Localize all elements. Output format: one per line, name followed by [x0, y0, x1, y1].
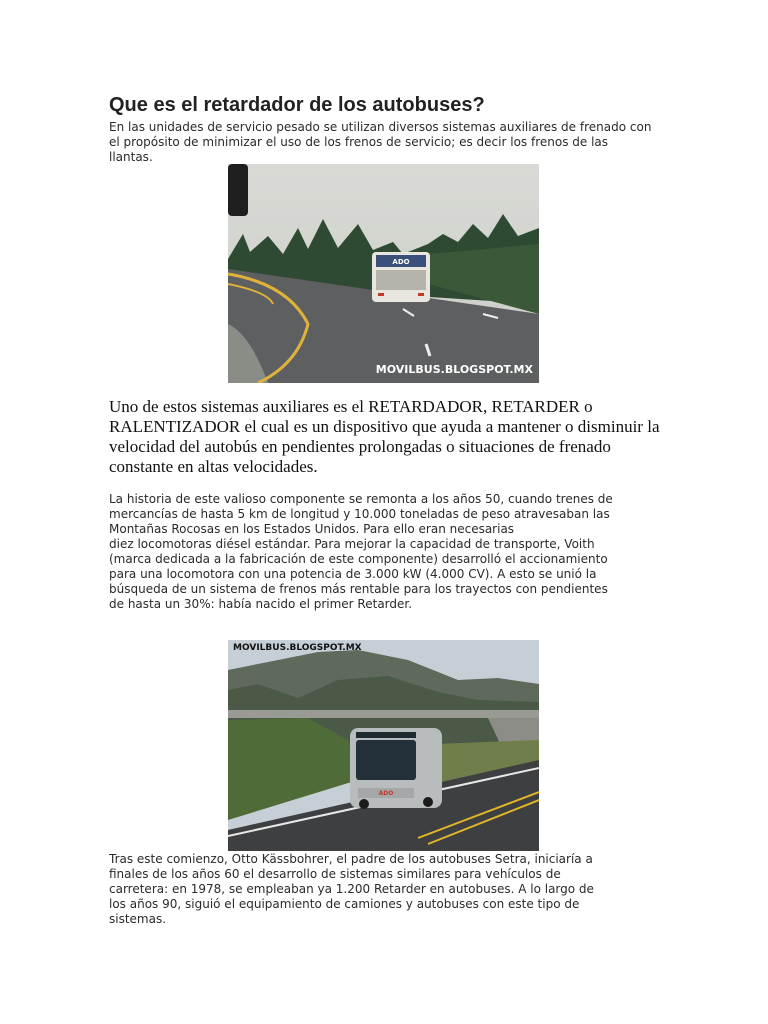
bus-illustration-1 — [372, 252, 430, 302]
history-line: diez locomotoras diésel estándar. Para mejorar la capacidad de transporte, Voith — [109, 537, 595, 551]
definition-paragraph: Uno de estos sistemas auxiliares es el RETARDADOR, RETARDER o RALENTIZADOR el cual es un dispositivo que ayuda a mantener o disminuir la velocidad del autobús en pendientes prolongadas o situaciones de frenado constante en altas velocidades. — [109, 397, 660, 476]
history-line: (marca dedicada a la fabricación de este componente) desarrolló el accionamiento — [109, 552, 608, 566]
closing-line: Tras este comienzo, Otto Kässbohrer, el padre de los autobuses Setra, iniciaría a — [109, 852, 593, 866]
history-line: Montañas Rocosas en los Estados Unidos. Para ello eran necesarias — [109, 522, 515, 536]
watermark-2: MOVILBUS.BLOGSPOT.MX — [233, 643, 362, 653]
bus-sign-1: ADO — [392, 258, 410, 266]
bus-sign-2: ADO — [378, 790, 394, 797]
bus-photo-1 — [228, 164, 539, 383]
closing-paragraph — [109, 852, 669, 927]
page-title: Que es el retardador de los autobuses? — [109, 94, 485, 116]
bus-illustration-2 — [350, 728, 442, 809]
closing-line: finales de los años 60 el desarrollo de sistemas similares para vehículos de — [109, 867, 561, 881]
history-line: para una locomotora con una potencia de 3.000 kW (4.000 CV). A esto se unió la — [109, 567, 597, 581]
bus-photo-2 — [228, 640, 539, 851]
closing-line: carretera: en 1978, se empleaban ya 1.200 Retarder en autobuses. A lo largo de — [109, 882, 594, 896]
history-line: de hasta un 30%: había nacido el primer Retarder. — [109, 597, 413, 611]
history-line: búsqueda de un sistema de frenos más rentable para los trayectos con pendientes — [109, 582, 608, 596]
intro-paragraph: En las unidades de servicio pesado se utilizan diversos sistemas auxiliares de frenado con el propósito de minimizar el uso de los frenos de servicio; es decir los frenos de las llantas. — [109, 120, 652, 164]
closing-line: sistemas. — [109, 912, 167, 926]
history-line: mercancías de hasta 5 km de longitud y 10.000 toneladas de peso atravesaban las — [109, 507, 610, 521]
history-line: La historia de este valioso componente se remonta a los años 50, cuando trenes de — [109, 492, 613, 506]
closing-line: los años 90, siguió el equipamiento de camiones y autobuses con este tipo de — [109, 897, 580, 911]
watermark-1: MOVILBUS.BLOGSPOT.MX — [375, 363, 533, 376]
history-paragraph — [109, 492, 669, 612]
